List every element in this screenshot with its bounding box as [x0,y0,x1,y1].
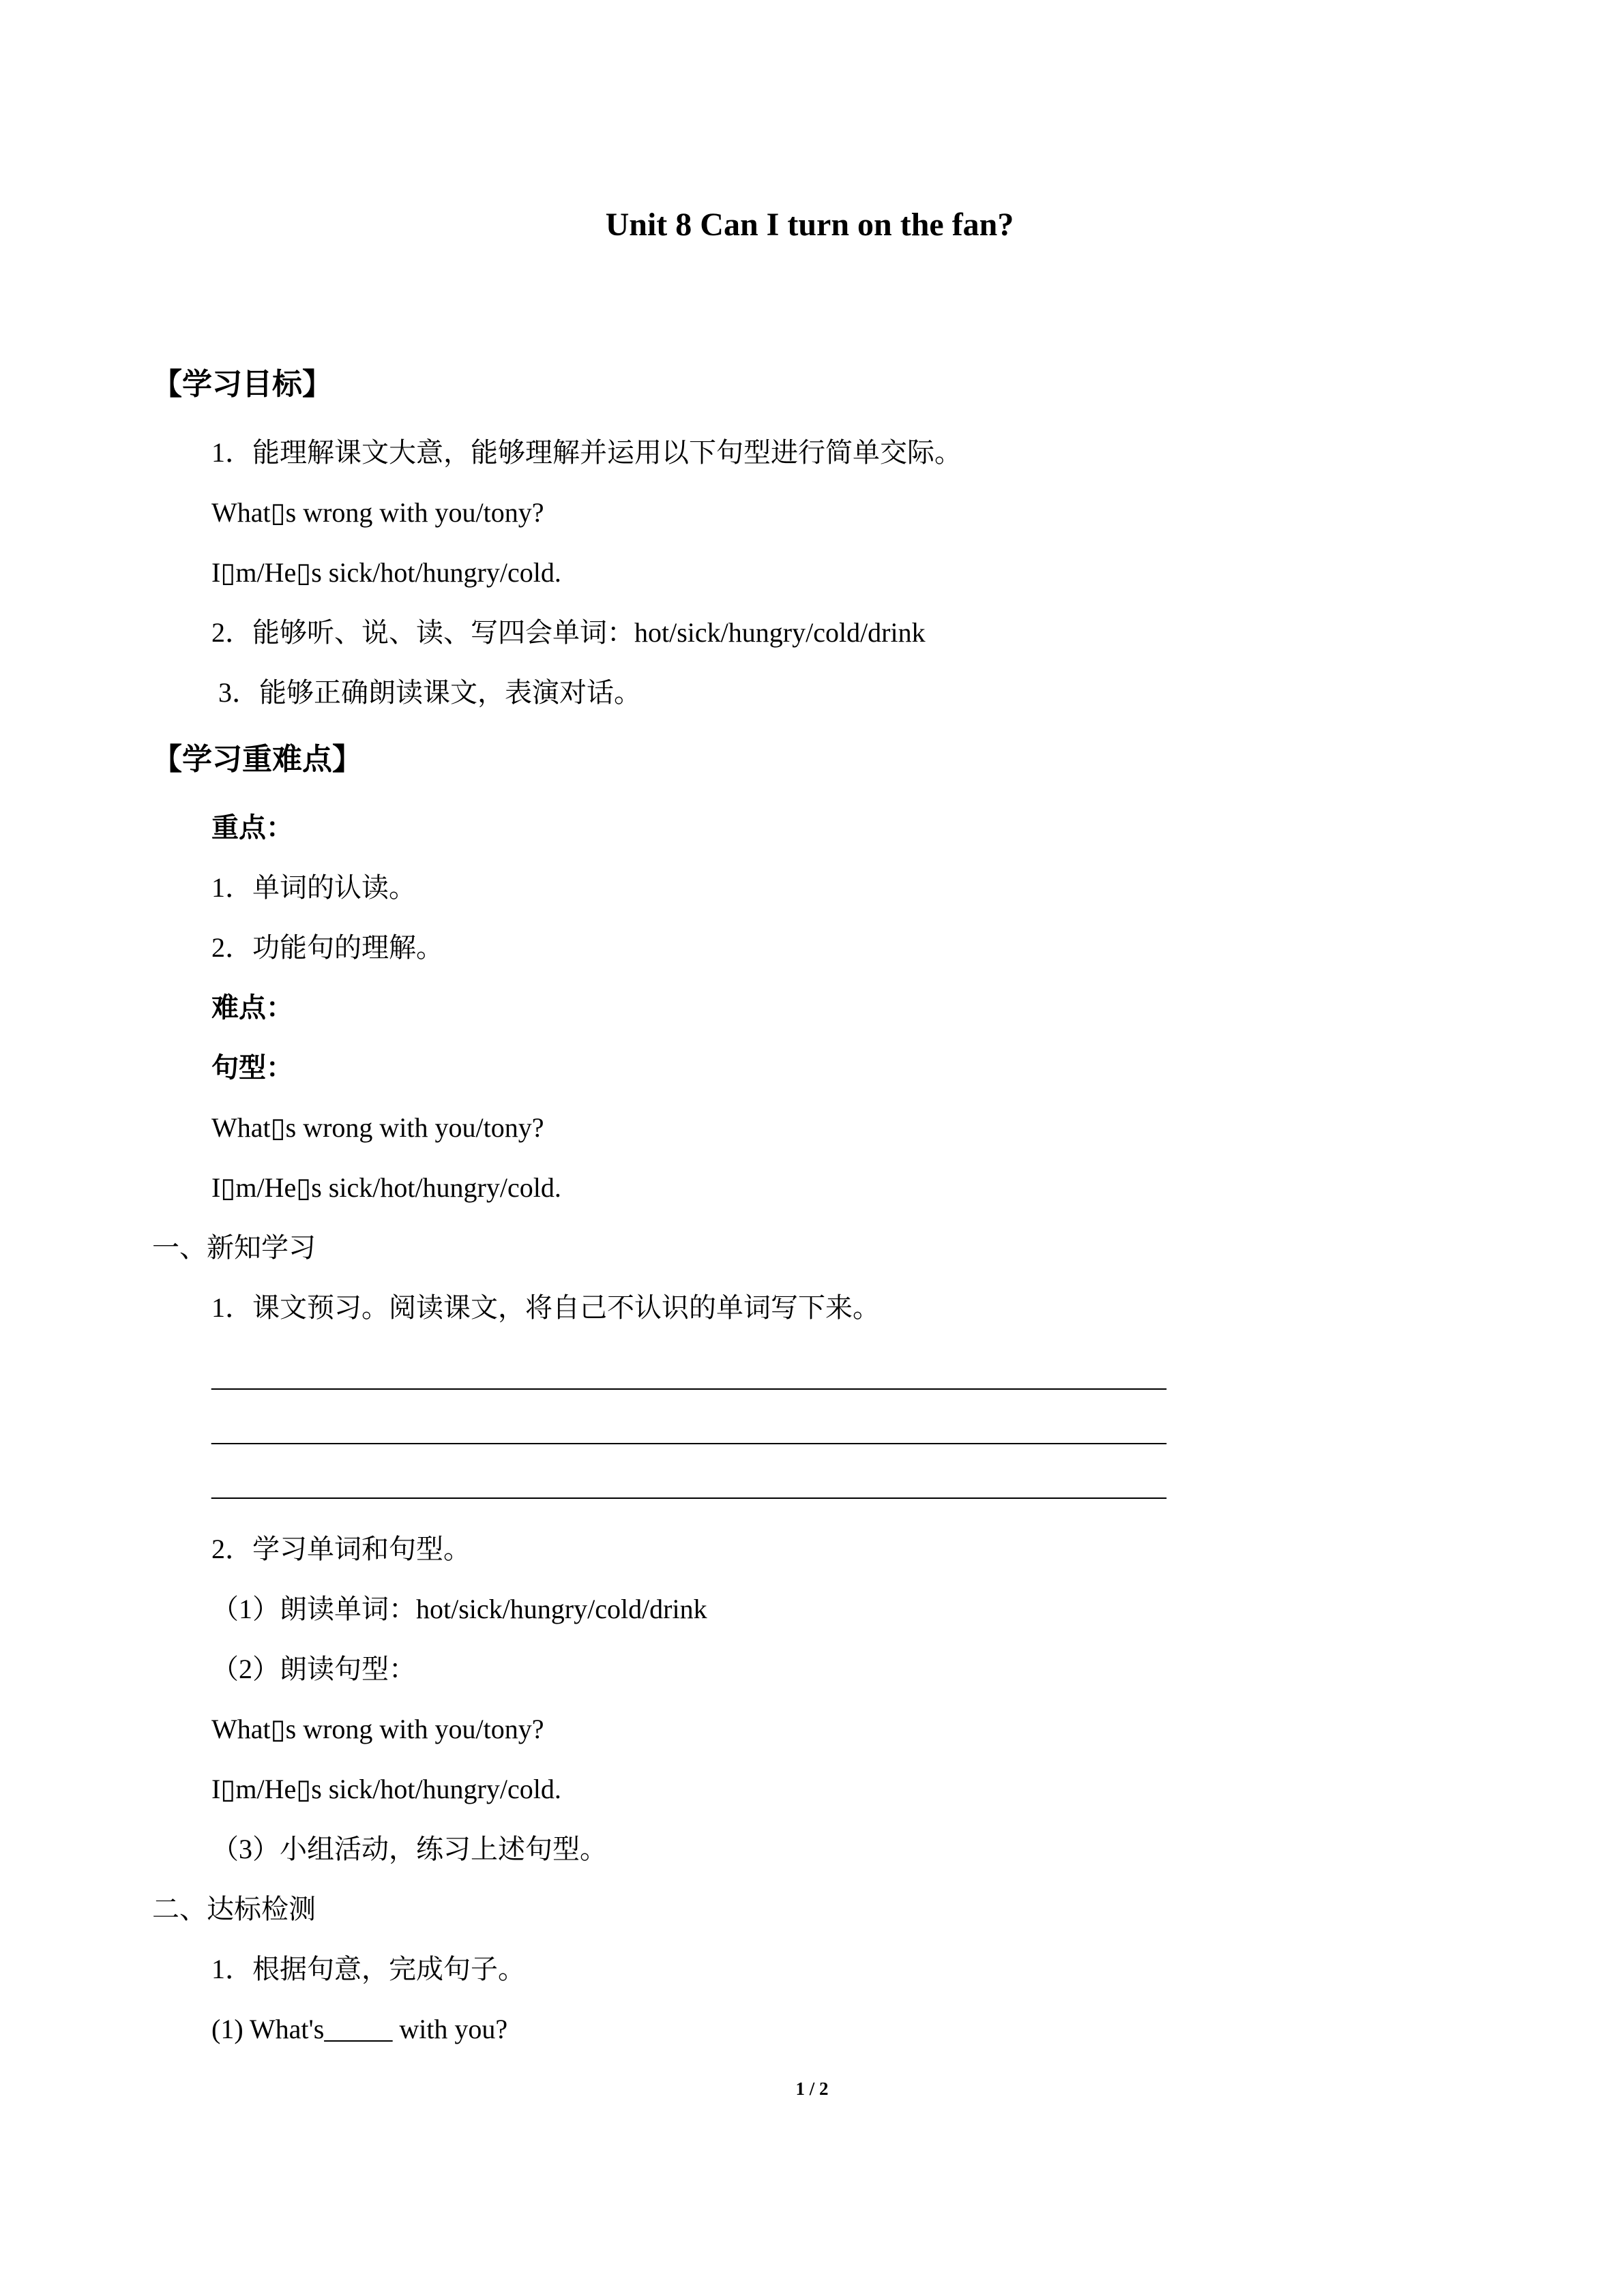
example-sentence: I▯m/He▯s sick/hot/hungry/cold. [211,557,561,588]
difficult-label: 难点： [211,992,293,1023]
pattern-label: 句型： [211,1052,293,1083]
example-sentence: I▯m/He▯s sick/hot/hungry/cold. [211,1172,561,1203]
section-assessment [152,1879,1467,2059]
blank-line: ______________________________________________________________________ [211,1362,1166,1392]
task-item: 1．课文预习。阅读课文，将自己不认识的单词写下来。 [211,1292,880,1323]
goal-item: 2．能够听、说、读、写四会单词：hot/sick/hungry/cold/drink [211,617,926,648]
write-in-blanks [152,1350,1467,1514]
section-learning-goals [152,355,1467,723]
document-title: Unit 8 Can I turn on the fan? [605,207,1014,243]
section-key-points [152,730,1467,1218]
sub-task-item: （2）朗读句型： [211,1654,416,1684]
fill-in-question: (1) What's_____ with you? [211,2014,508,2044]
goal-item: 1．能理解课文大意，能够理解并运用以下句型进行简单交际。 [211,437,962,468]
page-number: 1 / 2 [795,2078,829,2099]
section-new-learning [152,1218,1467,1879]
task-item: 2．学习单词和句型。 [211,1534,471,1564]
key-item: 1．单词的认读。 [211,872,416,903]
example-sentence: What▯s wrong with you/tony? [211,497,544,528]
new-learning-heading: 一、新知学习 [152,1232,316,1263]
sub-task-item: （3）小组活动，练习上述句型。 [211,1834,607,1864]
goal-item: 3．能够正确朗读课文，表演对话。 [211,677,641,708]
example-sentence: What▯s wrong with you/tony? [211,1112,544,1143]
key-item: 2．功能句的理解。 [211,932,443,963]
assessment-heading: 二、达标检测 [152,1894,316,1924]
example-sentence: What▯s wrong with you/tony? [211,1714,544,1744]
key-label: 重点： [211,812,293,843]
task-item: 1．根据句意，完成句子。 [211,1954,525,1984]
blank-line: ______________________________________________________________________ [211,1416,1166,1447]
key-points-heading: 【学习重难点】 [152,743,362,776]
sub-task-item: （1）朗读单词：hot/sick/hungry/cold/drink [211,1594,707,1624]
example-sentence: I▯m/He▯s sick/hot/hungry/cold. [211,1774,561,1804]
learning-goals-heading: 【学习目标】 [152,368,332,401]
blank-line: ______________________________________________________________________ [211,1471,1166,1502]
